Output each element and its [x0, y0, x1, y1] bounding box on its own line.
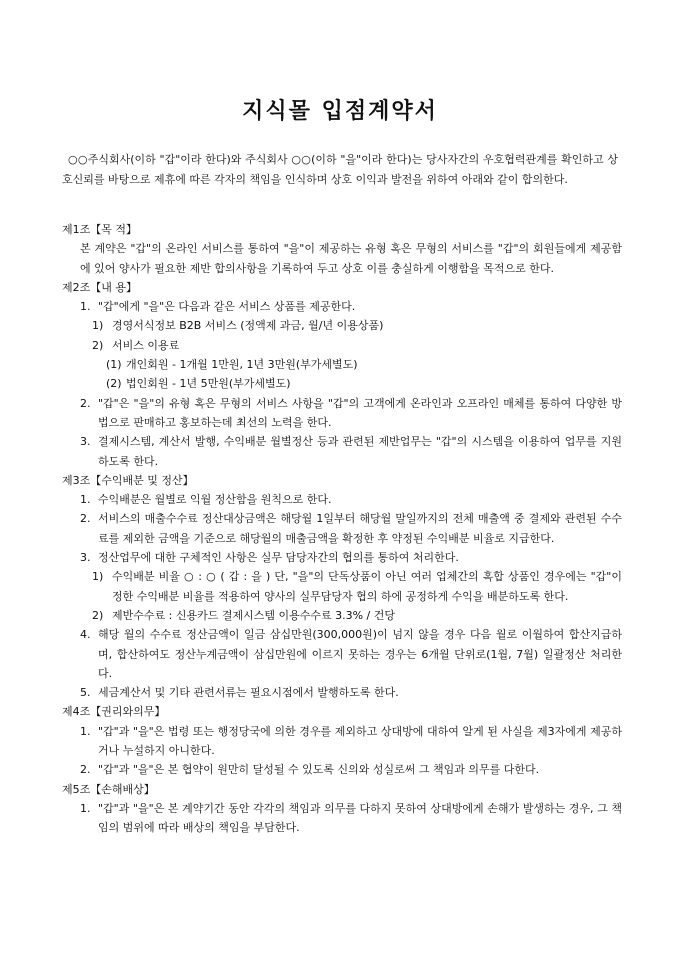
subitem-text: 서비스 이용료: [112, 338, 180, 352]
subitem-number: 2): [92, 608, 104, 622]
subitem-number: 1): [92, 319, 104, 333]
article-3-item-3: [62, 548, 622, 567]
subitem-number: 2): [92, 338, 104, 352]
article-4-heading: 제4조【권리와의무】: [62, 705, 166, 719]
item-number: 1.: [80, 493, 91, 507]
item-number: 5.: [80, 686, 91, 700]
article-4-item-2: [62, 760, 622, 779]
article-2-subitem-1: [62, 316, 622, 335]
article-1-heading: 제1조【목 적】: [62, 223, 137, 236]
item-text: 세금계산서 및 기타 관련서류는 필요시점에서 발행하도록 한다.: [98, 686, 399, 700]
item-text: "갑"은 "을"의 유형 혹은 무형의 서비스 사항을 "갑"의 고객에게 온라인과 오프라인 매체를 통하여 다양한 방법으로 판매하고 홍보하는데 최선의 노력을 한다.: [98, 396, 622, 429]
article-1-text: 본 계약은 "갑"의 온라인 서비스를 통하여 "을"이 제공하는 유형 혹은 무형의 서비스를 "갑"의 회원들에게 제공함에 있어 양사가 필요한 제반 합의사항을 기록하여 두고 상호 이를 충실하게 이행함을 목적으로 한다.: [80, 242, 622, 275]
article-2-heading: 제2조【내 용】: [62, 280, 137, 294]
subsubitem-text: 법인회원 - 1년 5만원(부가세별도): [126, 377, 291, 391]
article-3-item-1: [62, 490, 622, 509]
article-3-item-2: [62, 509, 622, 548]
article-3-item-4: [62, 625, 622, 683]
article-2-subitem-2: [62, 336, 622, 355]
item-number: 3.: [80, 551, 91, 565]
article-2-item-2: [62, 394, 622, 433]
item-text: 수익배분은 월별로 익월 정산함을 원칙으로 한다.: [98, 493, 332, 507]
item-text: "갑"과 "을"은 본 협약이 원만히 달성될 수 있도록 신의와 성실로써 그 책임과 의무를 다한다.: [98, 763, 540, 777]
article-2-item-1: [62, 297, 622, 316]
item-number: 2.: [80, 763, 91, 777]
item-text: 서비스의 매출수수료 정산대상금액은 해당월 1일부터 해당월 말일까지의 전체 매출액 중 결제와 관련된 수수료를 제외한 금액을 기준으로 해당월의 매출금액을 확정한 후 약정된 수익배분 비율로 지급한다.: [98, 512, 622, 545]
subsubitem-number: (2): [106, 377, 122, 391]
item-number: 3.: [80, 435, 91, 449]
article-5-heading: 제5조【손해배상】: [62, 782, 155, 796]
article-2-item-3: [62, 432, 622, 471]
item-text: "갑"과 "을"은 본 계약기간 동안 각각의 책임과 의무를 다하지 못하여 상대방에게 손해가 발생하는 경우, 그 책임의 범위에 따라 배상의 책임을 부담한다.: [98, 801, 622, 835]
item-text: 해당 월의 수수료 정산금액이 일금 삼십만원(300,000원)이 넘지 않을 경우 다음 월로 이월하여 합산지급하며, 합산하여도 정산누계금액이 삼십만원에 이르지 못하는 경우는 6개월 단위로(1월, 7월) 일괄정산 처리한다.: [98, 628, 622, 680]
item-number: 1.: [80, 801, 91, 815]
item-number: 2.: [80, 396, 91, 410]
item-number: 4.: [80, 628, 91, 642]
subitem-text: 제반수수료 : 신용카드 결제시스템 이용수수료 3.3% / 건당: [112, 608, 395, 622]
document-title: 지식몰 입점계약서: [242, 99, 438, 124]
item-number: 2.: [80, 512, 91, 526]
contract-body: [62, 220, 622, 838]
article-3-item-5: [62, 683, 622, 702]
article-2-subsubitem-2: [62, 374, 622, 393]
article-3-subitem-2: [62, 606, 622, 625]
article-4-item-1: [62, 722, 622, 761]
article-5-item-1: [62, 799, 622, 838]
item-text: "갑"에게 "을"은 다음과 같은 서비스 상품를 제공한다.: [98, 300, 356, 314]
item-text: 결제시스템, 계산서 발행, 수익배분 월별정산 등과 관련된 제반업무는 "갑"의 시스템을 이용하여 업무를 지원하도록 한다.: [98, 435, 622, 468]
article-3-heading: 제3조【수익배분 및 정산】: [62, 473, 194, 487]
subitem-text: 경영서식정보 B2B 서비스 (정액제 과금, 월/년 이용상품): [112, 319, 384, 333]
subitem-number: 1): [92, 570, 104, 584]
subitem-text: 수익배분 비율 ○ : ○ ( 갑 : 을 ) 단, "을"의 단독상품이 아닌 여러 업체간의 혹합 상품인 경우에는 "갑"이 정한 수익배분 비율를 적용하여 양사의 실무담당자 협의 하에 공정하게 수익을 배분하도록 한다.: [112, 570, 622, 603]
item-number: 1.: [80, 300, 91, 314]
article-3-subitem-1: [62, 567, 622, 606]
subsubitem-text: 개인회원 - 1개월 1만원, 1년 3만원(부가세별도): [126, 358, 358, 372]
subsubitem-number: (1): [106, 358, 122, 372]
item-text: 정산업무에 대한 구체적인 사항은 실무 담당자간의 협의를 통하여 처리한다.: [98, 551, 459, 565]
item-number: 1.: [80, 724, 91, 738]
article-2-subsubitem-1: [62, 355, 622, 374]
intro-paragraph: ○○주식회사(이하 "갑"이라 한다)와 주식회사 ○○(이하 "을"이라 한다)는 당사자간의 우호협력관계를 확인하고 상호신뢰를 바탕으로 제휴에 따른 각자의 책임을 인식하며 상호 이익과 발전을 위하여 아래와 같이 합의한다.: [62, 153, 618, 186]
item-text: "갑"과 "을"은 법령 또는 행정당국에 의한 경우를 제외하고 상대방에 대하여 알게 된 사실을 제3자에게 제공하거나 누설하지 아니한다.: [98, 724, 622, 758]
